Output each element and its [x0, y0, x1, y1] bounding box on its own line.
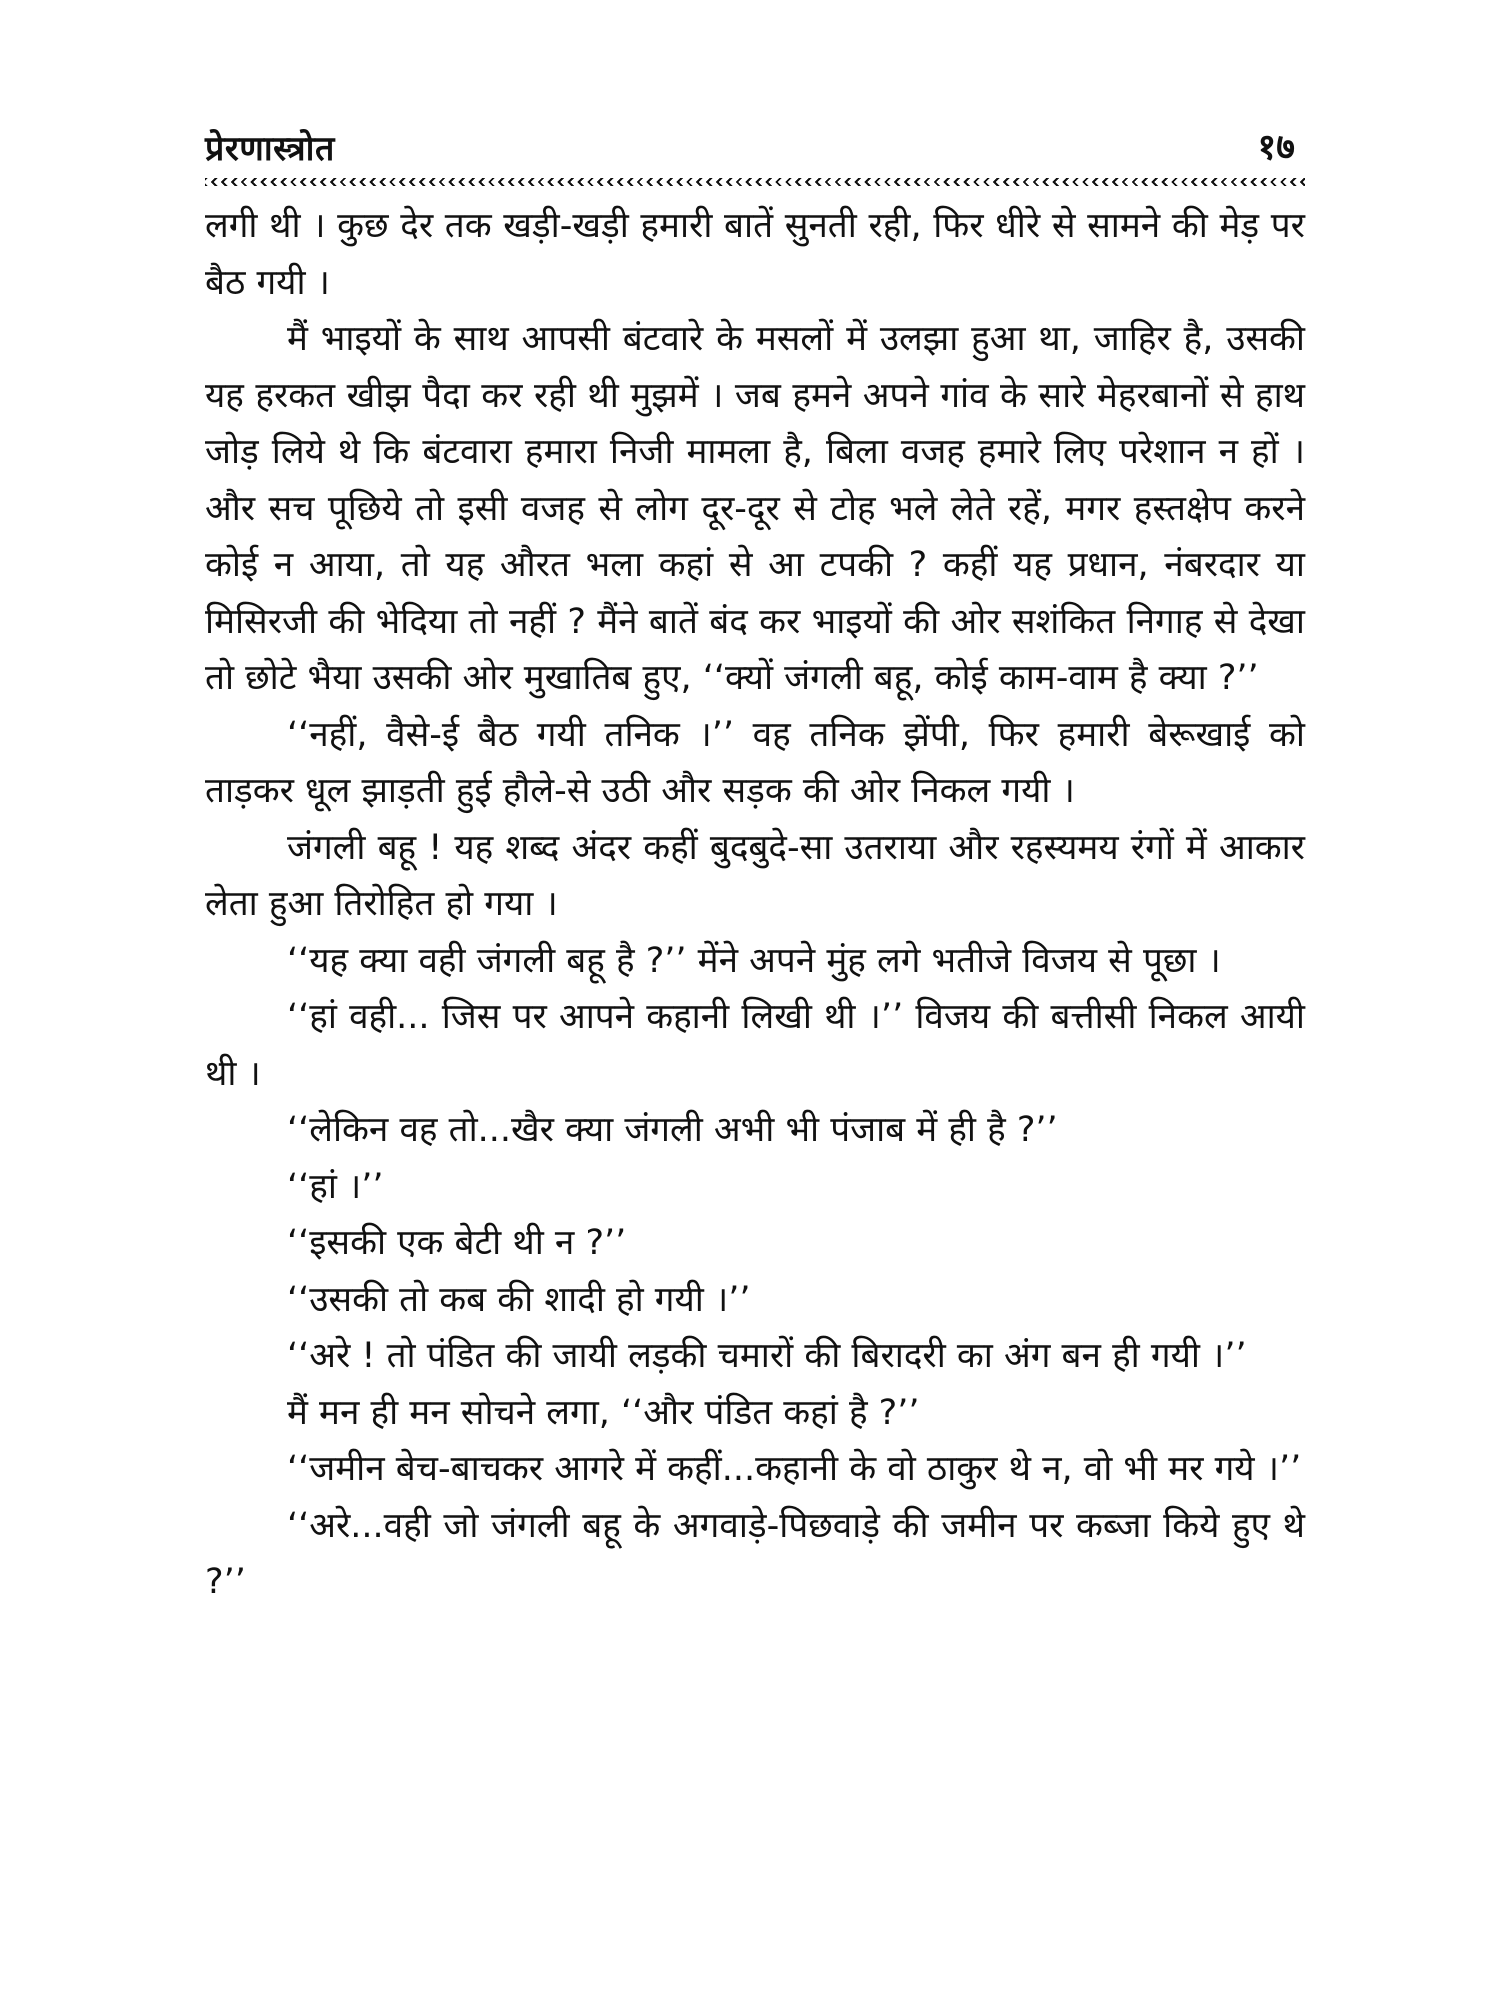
paragraph: ‘‘यह क्या वही जंगली बहू है ?’’ मेंने अपने मुंह लगे भतीजे विजय से पूछा ।	[287, 940, 1221, 981]
page-number: १७	[1257, 127, 1295, 168]
paragraph: ‘‘हां ।’’	[287, 1166, 384, 1207]
running-title: प्रेरणास्त्रोत	[205, 129, 335, 169]
paragraph: ‘‘नहीं, वैसे-ई बैठ गयी तनिक ।’’ वह तनिक झेंपी, फिर हमारी बेरूखाई को ताड़कर धूल झाड़ती हुई हौले-से उठी और सड़क की ओर निकल गयी ।	[205, 714, 1305, 811]
paragraph: मैं भाइयों के साथ आपसी बंटवारे के मसलों में उलझा हुआ था, जाहिर है, उसकी यह हरकत खीझ पैदा कर रही थी मुझमें । जब हमने अपने गांव के सारे मेहरबानों से हाथ जोड़ लिये थे कि बंटवारा हमारा निजी मामला है, बिला वजह हमारे लिए परेशान न हों । और सच पूछिये तो इसी वजह से लोग दूर-दूर से टोह भले लेते रहें, मगर हस्तक्षेप करने कोई न आया, तो यह औरत भला कहां से आ टपकी ? कहीं यह प्रधान, नंबरदार या मिसिरजी की भेदिया तो नहीं ? मैंने बातें बंद कर भाइयों की ओर सशंकित निगाह से देखा तो छोटे भैया उसकी ओर मुखातिब हुए, ‘‘क्यों जंगली बहू, कोई काम-वाम है क्या ?’’	[205, 319, 1305, 698]
paragraph: ‘‘हां वही... जिस पर आपने कहानी लिखी थी ।’’ विजय की बत्तीसी निकल आयी थी ।	[205, 997, 1305, 1094]
body-text	[205, 198, 1305, 1611]
paragraph: ‘‘इसकी एक बेटी थी न ?’’	[287, 1223, 627, 1263]
paragraph: ‘‘जमीन बेच-बाचकर आगरे में कहीं...कहानी के वो ठाकुर थे न, वो भी मर गये ।’’	[287, 1449, 1302, 1489]
decorative-rule	[205, 178, 1305, 186]
paragraph: ‘‘अरे ! तो पंडित की जायी लड़की चमारों की बिरादरी का अंग बन ही गयी ।’’	[287, 1336, 1247, 1376]
paragraph: जंगली बहू ! यह शब्द अंदर कहीं बुदबुदे-सा उतराया और रहस्यमय रंगों में आकार लेता हुआ तिरोहित हो गया ।	[205, 827, 1305, 924]
paragraph: ‘‘उसकी तो कब की शादी हो गयी ।’’	[287, 1279, 751, 1320]
page-header	[205, 120, 1305, 170]
paragraph: ‘‘लेकिन वह तो...खैर क्या जंगली अभी भी पंजाब में ही है ?’’	[287, 1110, 1058, 1150]
book-page	[205, 120, 1305, 1611]
paragraph: लगी थी । कुछ देर तक खड़ी-खड़ी हमारी बातें सुनती रही, फिर धीरे से सामने की मेड़ पर बैठ गयी ।	[205, 206, 1305, 303]
paragraph: ‘‘अरे...वही जो जंगली बहू के अगवाड़े-पिछवाड़े की जमीन पर कब्जा किये हुए थे ?’’	[205, 1505, 1305, 1602]
paragraph: मैं मन ही मन सोचने लगा, ‘‘और पंडित कहां है ?’’	[287, 1392, 920, 1433]
